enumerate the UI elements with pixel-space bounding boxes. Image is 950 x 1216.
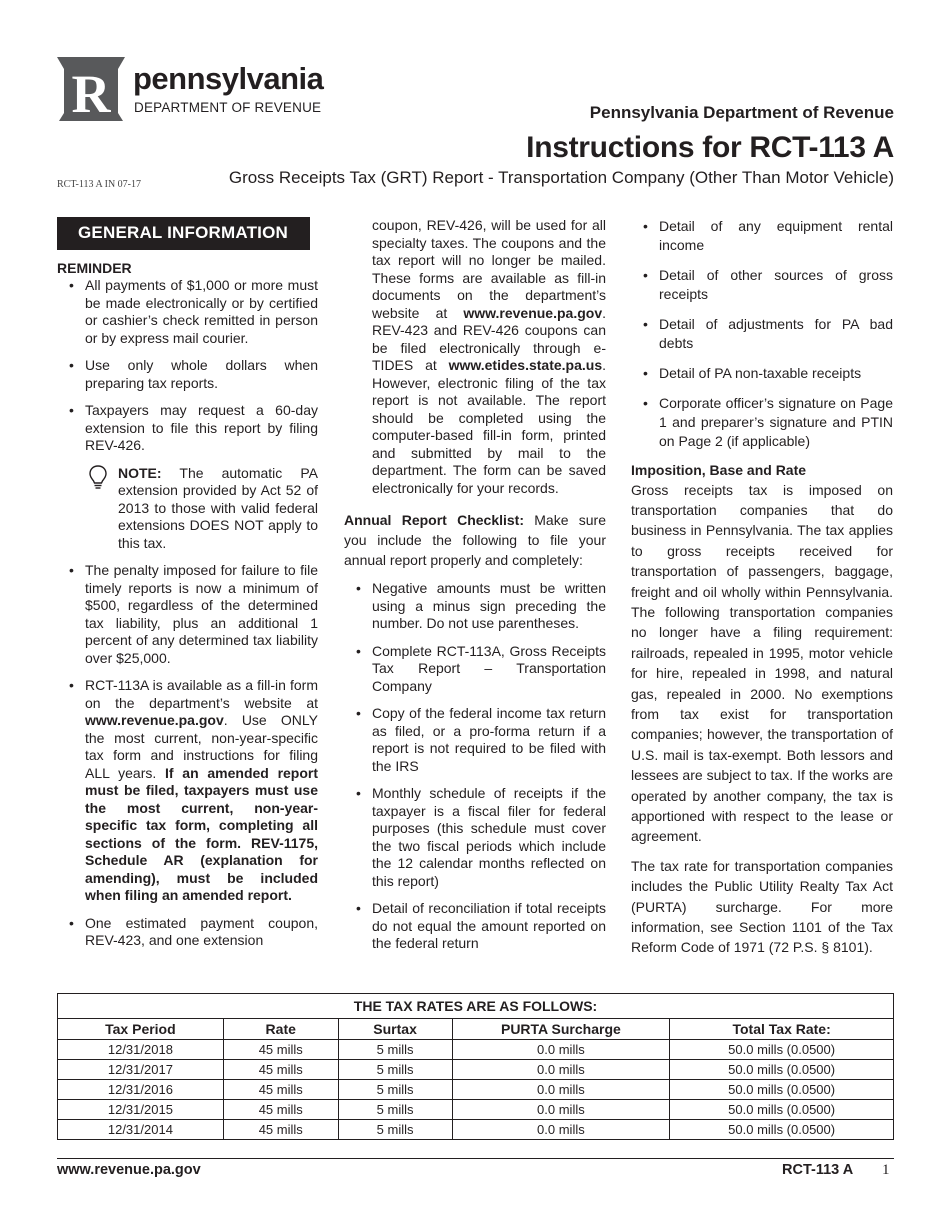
list-item xyxy=(57,677,318,905)
list-item: • Detail of other sources of gross receipts xyxy=(631,266,893,304)
table-cell: 0.0 mills xyxy=(452,1040,670,1060)
agency-name: Pennsylvania Department of Revenue xyxy=(589,103,894,122)
etides-link[interactable]: www.etides.state.pa.us xyxy=(448,357,603,373)
logo-department: DEPARTMENT OF REVENUE xyxy=(134,100,322,115)
table-cell: 0.0 mills xyxy=(452,1120,670,1140)
table-cell: 45 mills xyxy=(223,1100,338,1120)
paragraph-text: . However, electronic filing of the tax report is not available. The report should be completed using the computer-based fill-in form, printed and submitted by mail to the department. The form can be saved electronically for your records. xyxy=(372,357,607,496)
list-item: • Monthly schedule of receipts if the taxpayer is a fiscal filer for federal purposes (this schedule must cover the two fiscal periods which include the 12 calendar months reflected on this report) xyxy=(344,785,606,890)
footer-form-code: RCT-113 A xyxy=(782,1162,854,1178)
column-header: Tax Period xyxy=(58,1019,224,1040)
column-header: Surtax xyxy=(338,1019,452,1040)
list-item: • Detail of PA non-taxable receipts xyxy=(631,364,893,383)
footer-divider xyxy=(57,1158,894,1159)
checklist xyxy=(344,580,606,953)
form-code: RCT-113 A IN 07-17 xyxy=(57,179,141,190)
checklist-intro xyxy=(344,510,606,570)
logo-wordmark: pennsylvania xyxy=(133,61,324,96)
table-cell: 5 mills xyxy=(338,1120,452,1140)
reminder-list xyxy=(57,277,318,455)
table-row xyxy=(58,1060,894,1080)
table-row xyxy=(58,1080,894,1100)
column-1 xyxy=(57,217,318,960)
footer-website-link[interactable]: www.revenue.pa.gov xyxy=(57,1162,201,1178)
table-cell: 5 mills xyxy=(338,1100,452,1120)
section-title: GENERAL INFORMATION xyxy=(57,217,310,250)
page-title: Instructions for RCT-113 A xyxy=(526,131,894,164)
list-item: • Use only whole dollars when preparing tax reports. xyxy=(57,357,318,392)
table-cell: 45 mills xyxy=(223,1120,338,1140)
amended-report-warning: If an amended report must be filed, taxpayers must use the most current, non-year-specific tax form, completing all sections of the form. REV-1175, Schedule AR (explanation for amending), must be included when filing an amended report. xyxy=(85,764,319,903)
website-link[interactable]: www.revenue.pa.gov xyxy=(463,304,603,321)
website-link[interactable]: www.revenue.pa.gov xyxy=(85,712,224,728)
table-cell: 45 mills xyxy=(223,1040,338,1060)
table-cell: 45 mills xyxy=(223,1060,338,1080)
table-cell: 12/31/2017 xyxy=(58,1060,224,1080)
table-cell: 12/31/2016 xyxy=(58,1080,224,1100)
list-item: • Taxpayers may request a 60-day extension to file this report by filing REV-426. xyxy=(57,402,318,455)
lightbulb-icon xyxy=(89,465,107,491)
bullet-text: RCT-113A is available as a fill-in form on the department’s website at xyxy=(85,677,318,711)
column-2 xyxy=(344,217,606,963)
table-row xyxy=(58,1100,894,1120)
table-cell: 50.0 mills (0.0500) xyxy=(670,1120,894,1140)
table-header-row xyxy=(58,1019,894,1040)
page-subtitle: Gross Receipts Tax (GRT) Report - Transportation Company (Other Than Motor Vehicle) xyxy=(228,168,894,187)
bullet-text: . Use ONLY the most current, non-year-specific tax form and instructions for filing ALL years. xyxy=(85,712,318,781)
page-number: 1 xyxy=(882,1162,890,1178)
imposition-text: Gross receipts tax is imposed on transportation companies that do business in Pennsylvania. The tax applies to gross receipts received for transportation of passengers, baggage, freight and oil wholly within Pennsylvania. The following transportation companies no longer have a filing requirement: railroads, repealed in 1995, motor vehicle for hire, repealed in 1998, and natural gas, repealed in 2000. No exemptions from tax exist for transportation companies; however, the transportation of U.S. mail is tax-exempt. Both lessors and lessees are subject to tax. If the works are operated by another company, the tax is apportioned with respect to the lease or agreement. xyxy=(631,481,893,845)
reminder-heading: REMINDER xyxy=(57,259,132,276)
imposition-heading: Imposition, Base and Rate xyxy=(631,462,807,478)
table-cell: 50.0 mills (0.0500) xyxy=(670,1040,894,1060)
table-cell: 5 mills xyxy=(338,1080,452,1100)
list-item: • Copy of the federal income tax return as filed, or a pro-forma return if a report is not required to be filed with the IRS xyxy=(344,705,606,775)
list-item: • The penalty imposed for failure to file timely reports is now a minimum of $500, regardless of the determined tax liability, plus an additional 1 percent of any determined tax liability over $25,000. xyxy=(57,562,318,667)
checklist-continued xyxy=(631,217,893,451)
list-item: • Corporate officer’s signature on Page 1 and preparer’s signature and PTIN on Page 2 (if applicable) xyxy=(631,394,893,451)
column-3 xyxy=(631,217,893,958)
list-item: • One estimated payment coupon, REV-423, and one extension xyxy=(57,915,318,950)
table-cell: 12/31/2014 xyxy=(58,1120,224,1140)
paragraph-text: coupon, REV-426, will be used for all specialty taxes. The coupons and the tax report will no longer be mailed. These forms are available as fill-in documents on the department’s website at xyxy=(372,217,606,321)
paragraph-text: Make sure you include the following to file your annual report properly and completely: xyxy=(344,512,606,568)
note-label: NOTE: xyxy=(118,464,162,481)
table-cell: 0.0 mills xyxy=(452,1080,670,1100)
list-item: • All payments of $1,000 or more must be made electronically or by certified or cashier’s check remitted in person or by express mail courier. xyxy=(57,277,318,347)
list-item: • Detail of any equipment rental income xyxy=(631,217,893,255)
table-cell: 0.0 mills xyxy=(452,1060,670,1080)
column-header: Total Tax Rate: xyxy=(670,1019,894,1040)
table-cell: 45 mills xyxy=(223,1080,338,1100)
column-header: PURTA Surcharge xyxy=(452,1019,670,1040)
table-cell: 5 mills xyxy=(338,1040,452,1060)
table-row xyxy=(58,1120,894,1140)
list-item: • Detail of adjustments for PA bad debts xyxy=(631,315,893,353)
pa-revenue-logo xyxy=(57,55,337,125)
table-cell: 12/31/2018 xyxy=(58,1040,224,1060)
note-text: The automatic PA extension provided by Act 52 of 2013 to those with valid federal extensions DOES NOT apply to this tax. xyxy=(118,464,318,551)
table-row xyxy=(58,1040,894,1060)
table-caption: THE TAX RATES ARE AS FOLLOWS: xyxy=(58,994,894,1019)
reminder-list-continued xyxy=(57,562,318,950)
keystone-logo-icon xyxy=(57,55,125,123)
list-item: • Complete RCT-113A, Gross Receipts Tax Report – Transportation Company xyxy=(344,643,606,696)
extension-coupon-text xyxy=(372,217,606,497)
table-cell: 50.0 mills (0.0500) xyxy=(670,1060,894,1080)
column-header: Rate xyxy=(223,1019,338,1040)
list-item: • Detail of reconciliation if total receipts do not equal the amount reported on the federal return xyxy=(344,900,606,953)
table-cell: 50.0 mills (0.0500) xyxy=(670,1100,894,1120)
list-item: • Negative amounts must be written using a minus sign preceding the number. Do not use parentheses. xyxy=(344,580,606,633)
table-cell: 0.0 mills xyxy=(452,1100,670,1120)
table-cell: 5 mills xyxy=(338,1060,452,1080)
rate-text: The tax rate for transportation companies includes the Public Utility Realty Tax Act (PURTA) surcharge. For more information, see Section 1101 of the Tax Reform Code of 1971 (72 P.S. § 8101). xyxy=(631,857,893,956)
table-cell: 50.0 mills (0.0500) xyxy=(670,1080,894,1100)
svg-text:R: R xyxy=(71,64,111,123)
table-cell: 12/31/2015 xyxy=(58,1100,224,1120)
tax-rates-table xyxy=(57,993,894,1140)
paragraph-text: . REV-423 and REV-426 coupons can be filed electronically through e-TIDES at xyxy=(372,304,606,373)
note-block xyxy=(81,465,318,553)
checklist-heading: Annual Report Checklist: xyxy=(344,512,524,528)
